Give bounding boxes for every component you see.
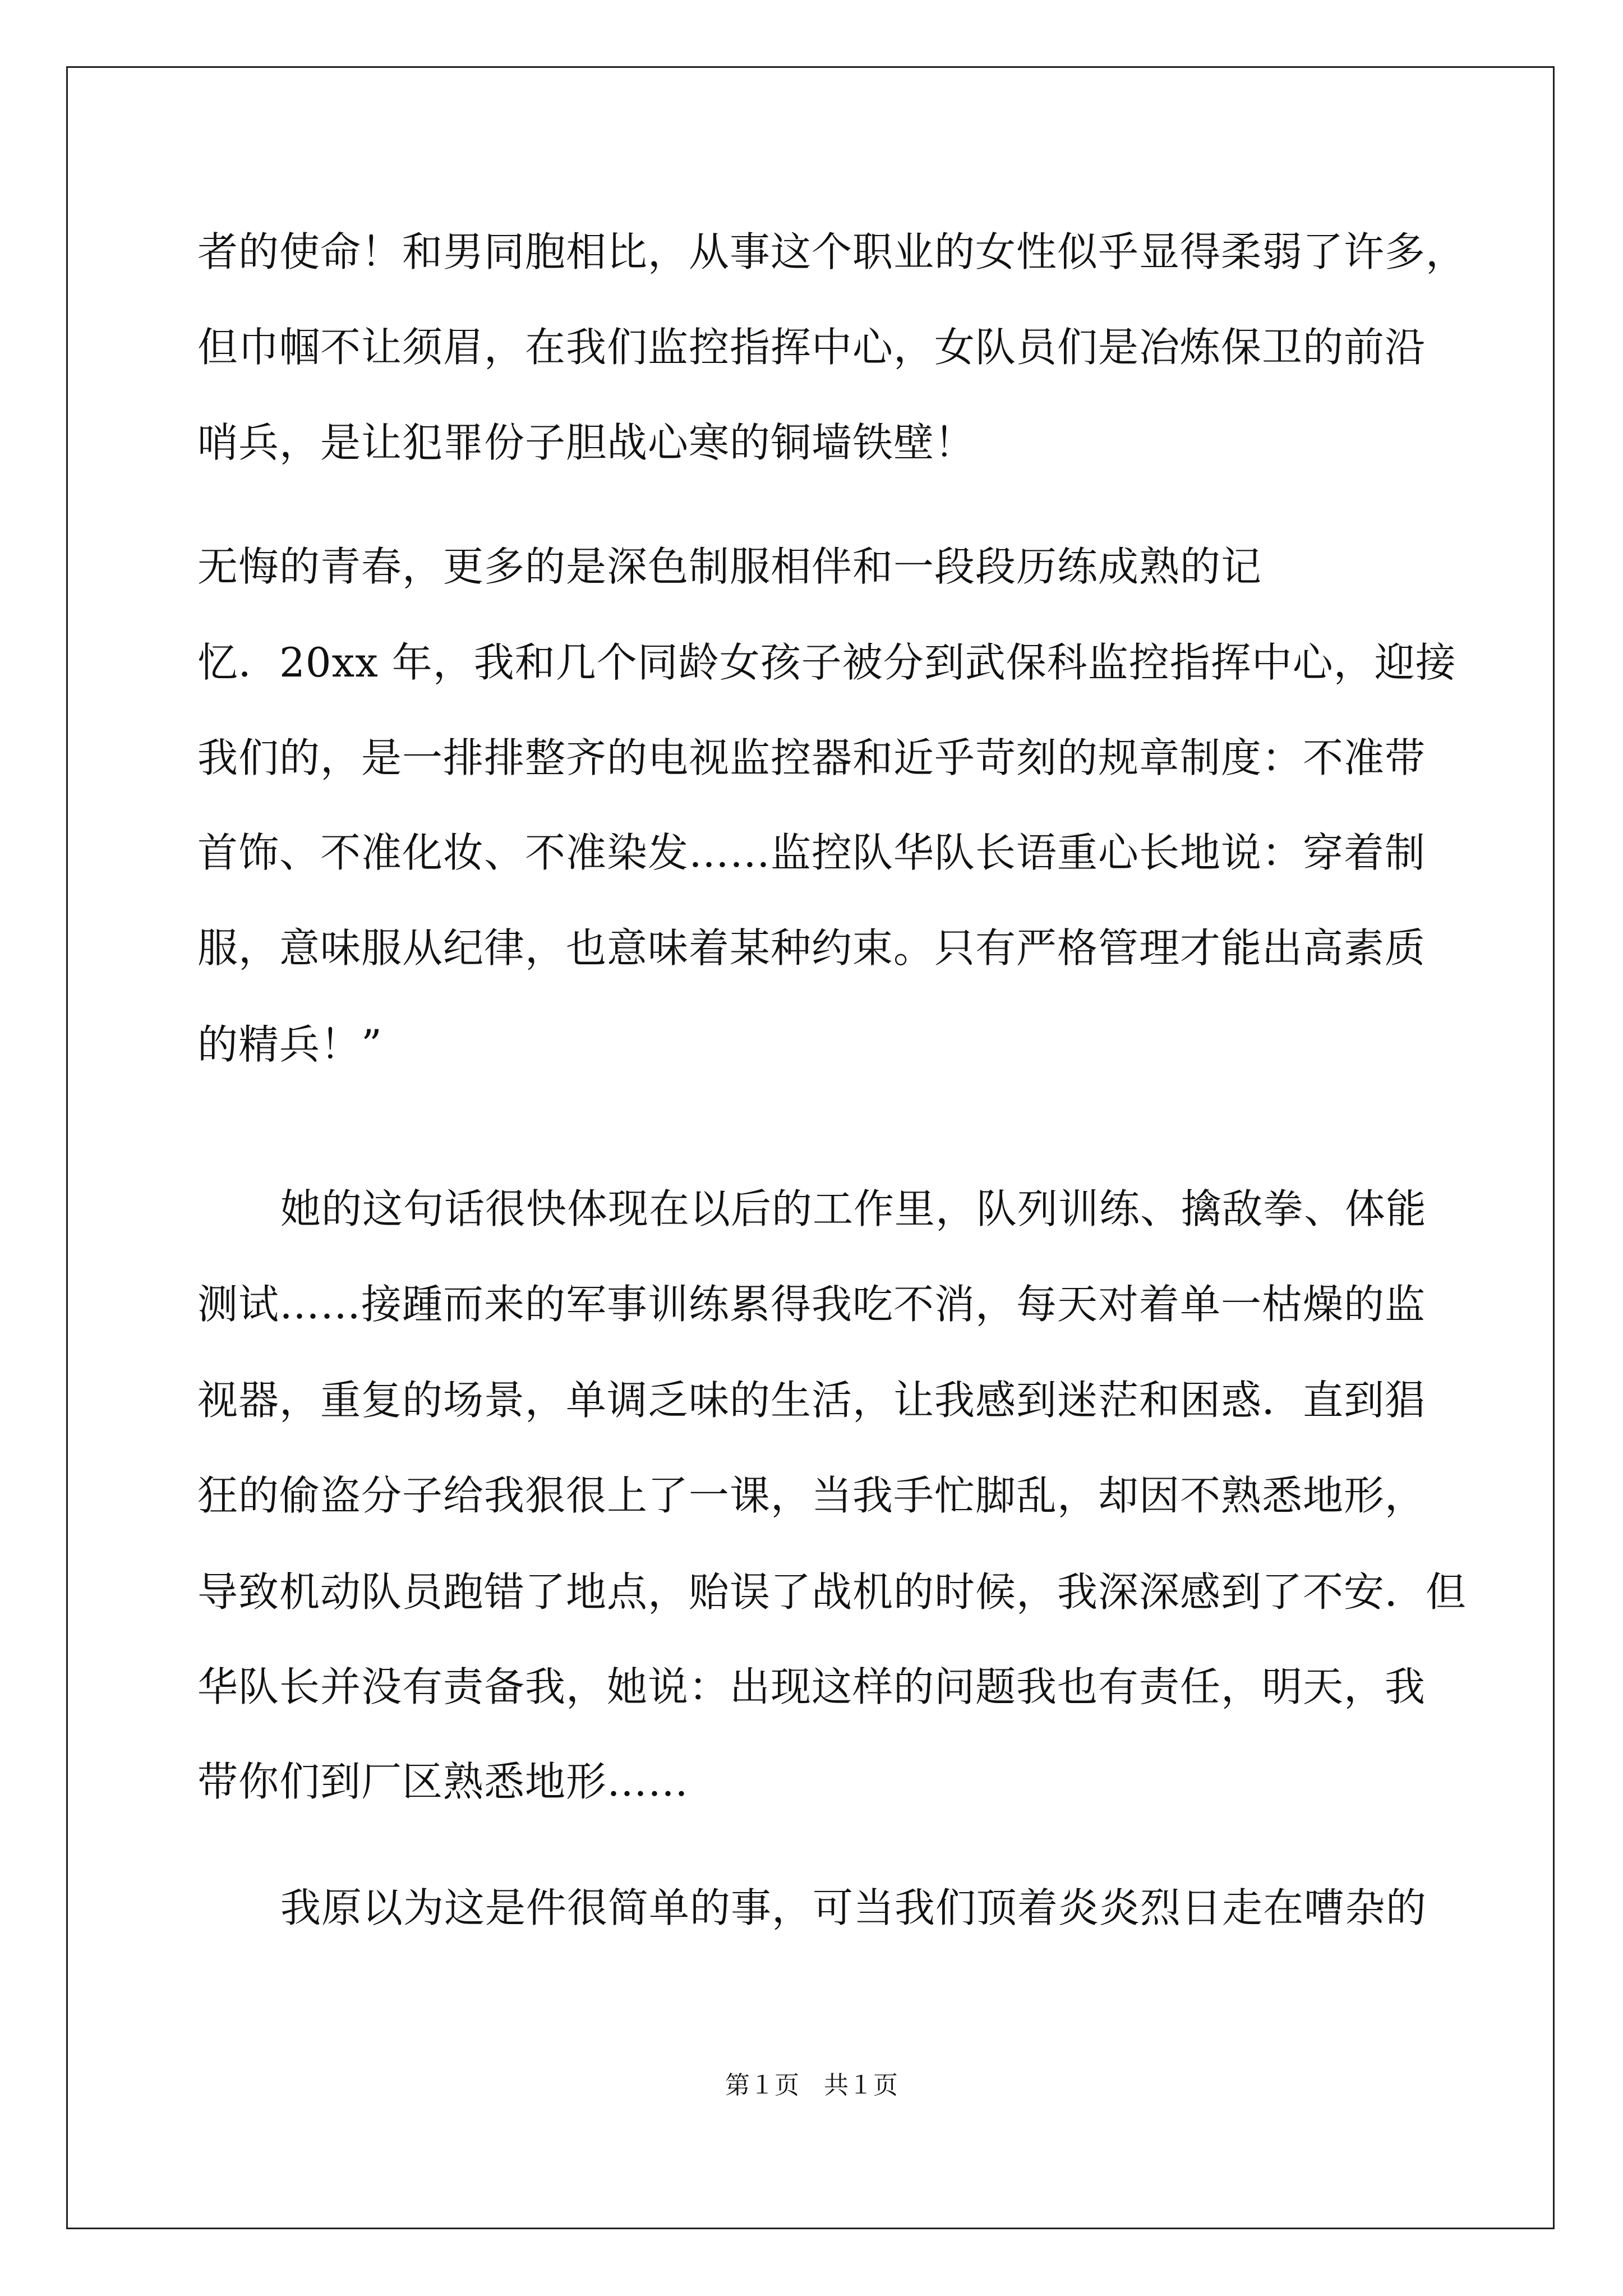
text-line: 者的使命！和男同胞相比，从事这个职业的女性似乎显得柔弱了许多， [197,228,1467,275]
text-line: 她的这句话很快体现在以后的工作里，队列训练、擒敌拳、体能 [280,1185,1427,1232]
text-line: 首饰、不准化妆、不准染发……监控队华队长语重心长地说：穿着制 [197,829,1426,876]
text-line: 服，意味服从纪律，也意味着某种约束。只有严格管理才能出高素质 [197,924,1426,972]
text-line: 测试……接踵而来的军事训练累得我吃不消，每天对着单一枯燥的监 [197,1281,1426,1328]
text-line: 哨兵，是让犯罪份子胆战心寒的铜墙铁壁！ [197,419,976,466]
text-line: 的精兵！” [197,1021,382,1068]
text-line: 无悔的青春，更多的是深色制服相伴和一段段历练成熟的记 [197,543,1262,590]
text-line: 华队长并没有责备我，她说：出现这样的问题我也有责任，明天，我 [197,1663,1426,1710]
page-footer: 第１页 共１页 [725,2071,898,2100]
text-line: 狂的偷盗分子给我狠很上了一课，当我手忙脚乱，却因不熟悉地形， [197,1472,1426,1519]
text-line: 导致机动队员跑错了地点，贻误了战机的时候，我深深感到了不安．但 [197,1568,1467,1616]
text-line: 但巾帼不让须眉，在我们监控指挥中心，女队员们是冶炼保卫的前沿 [197,324,1426,371]
text-line: 视器，重复的场景，单调乏味的生活，让我感到迷茫和困惑．直到猖 [197,1377,1426,1424]
text-line: 我原以为这是件很简单的事，可当我们顶着炎炎烈日走在嘈杂的 [280,1884,1427,1931]
text-line: 带你们到厂区熟悉地形…… [197,1758,689,1805]
text-line: 忆．20xx 年，我和几个同龄女孩子被分到武保科监控指挥中心，迎接 [197,639,1456,686]
text-line: 我们的，是一排排整齐的电视监控器和近乎苛刻的规章制度：不准带 [197,734,1426,781]
